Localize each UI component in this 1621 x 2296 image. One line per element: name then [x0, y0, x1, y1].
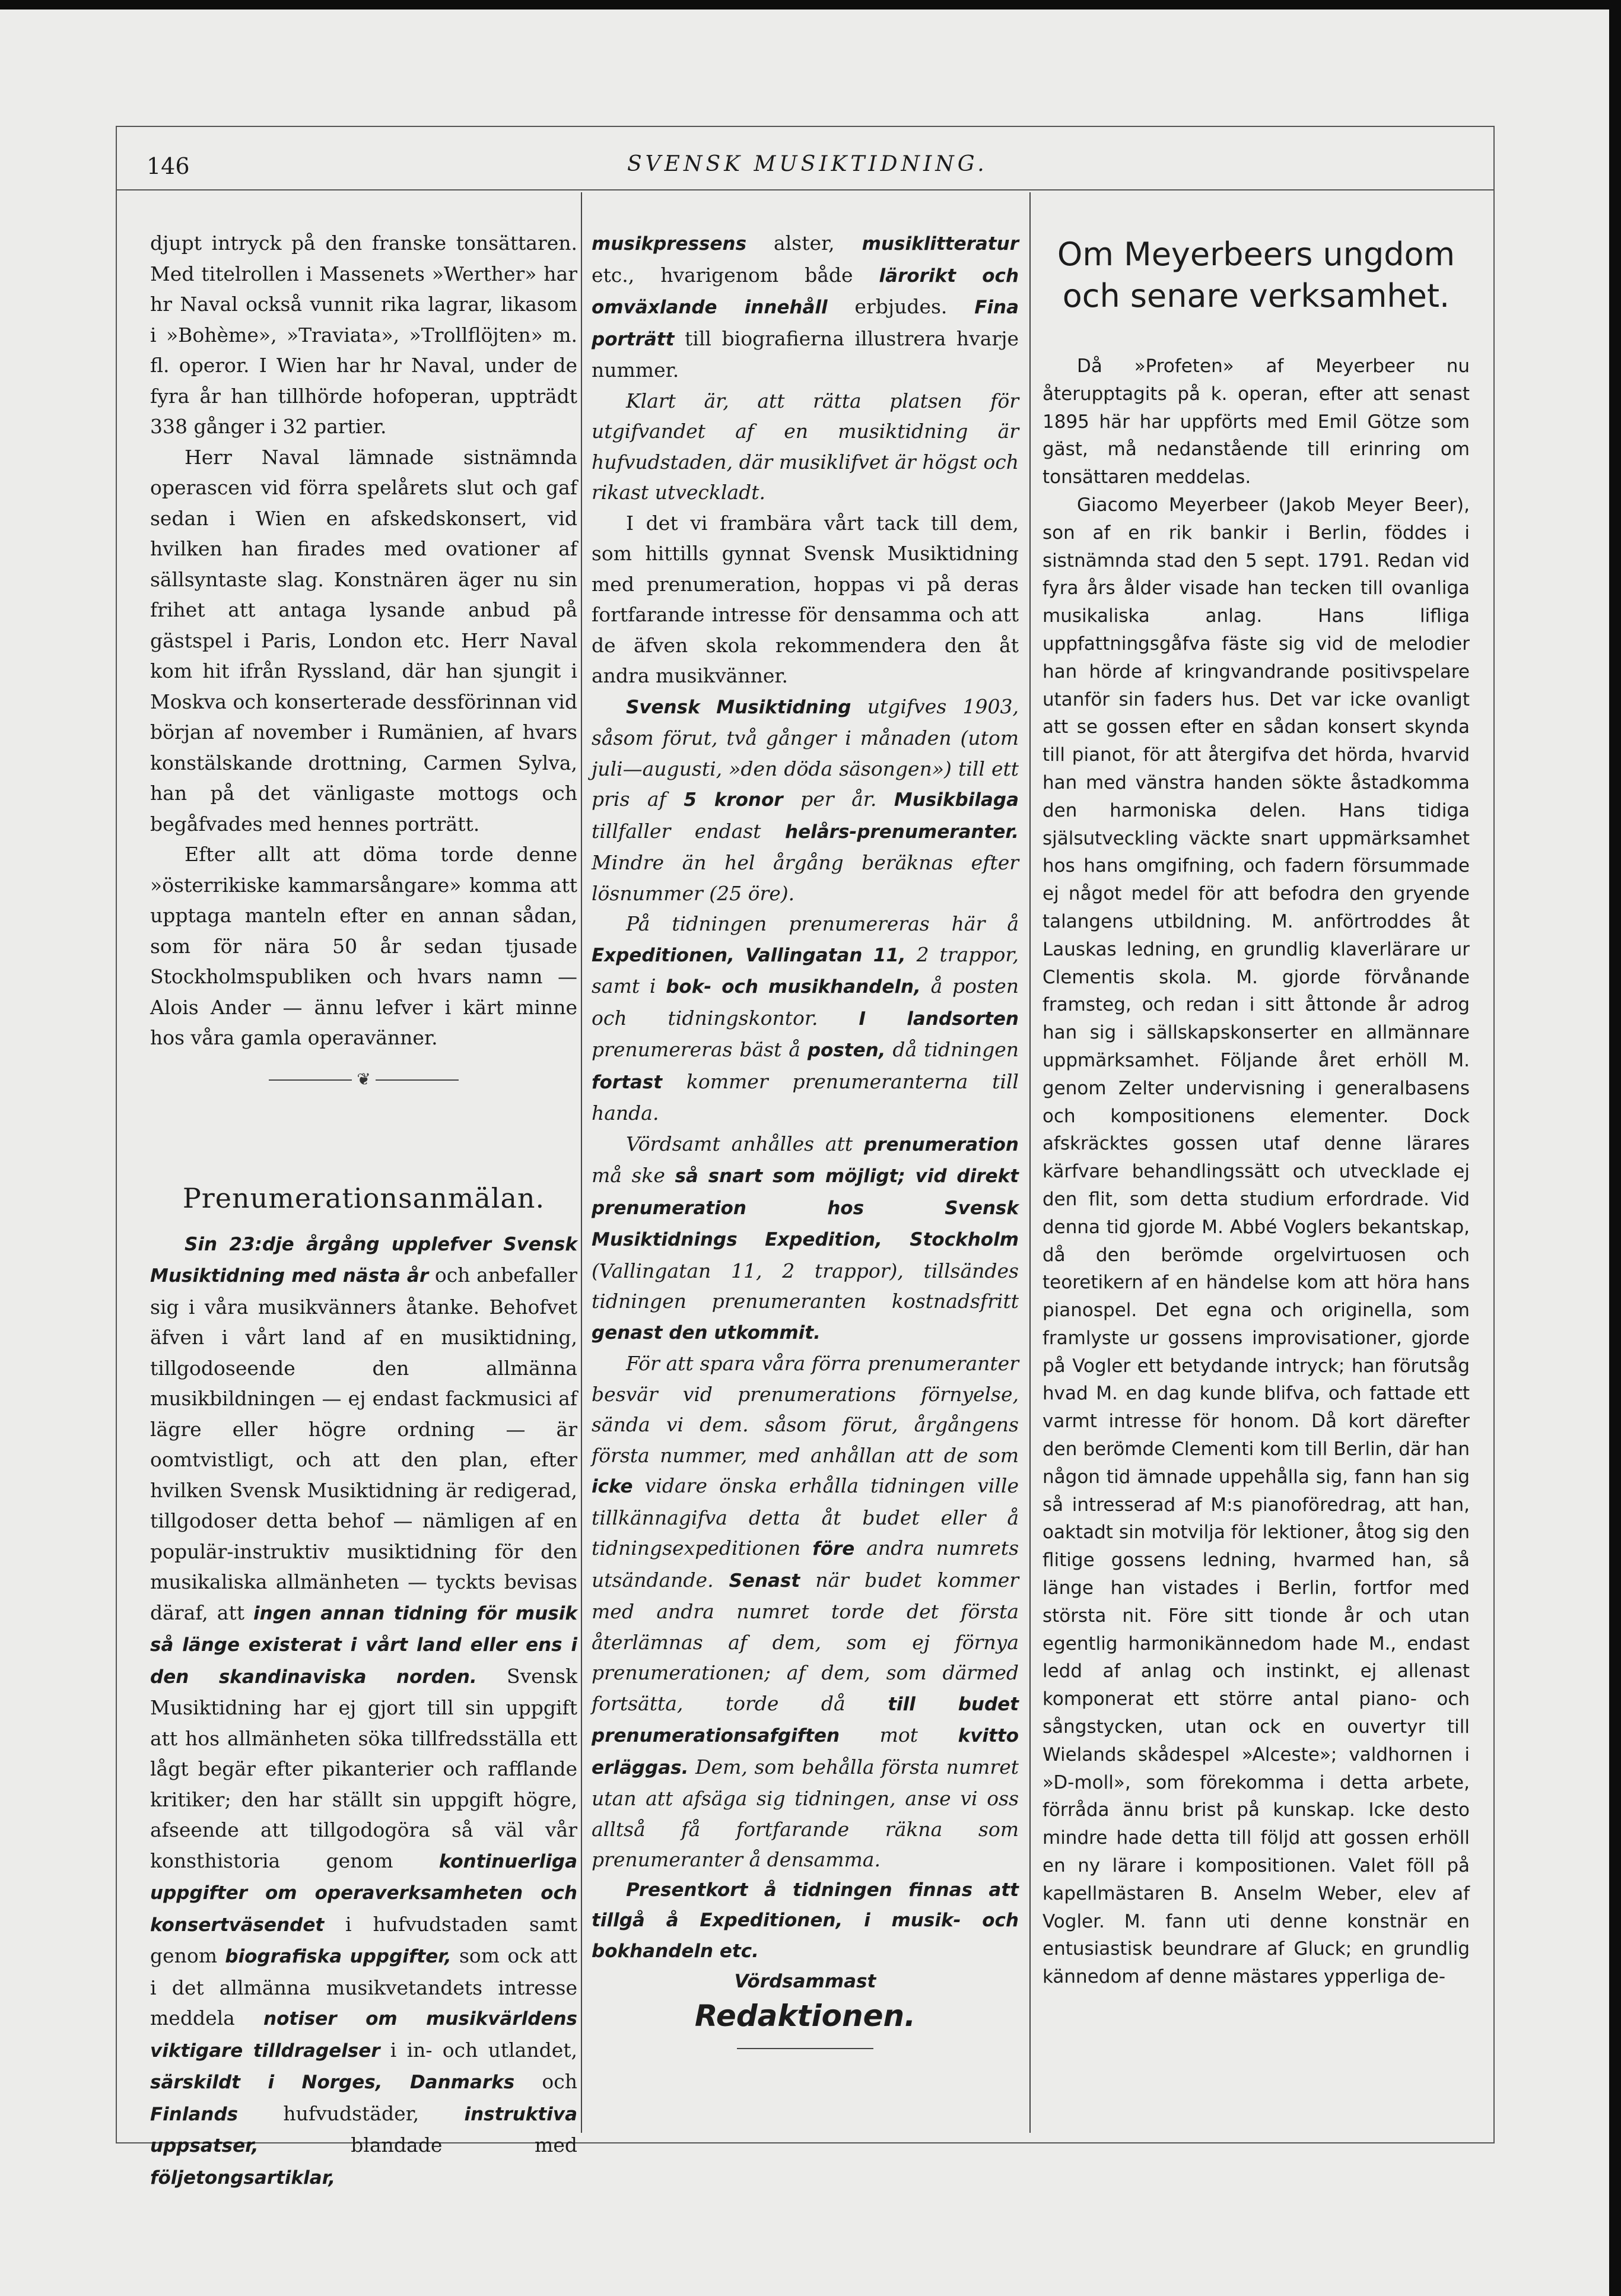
column-rule-2 — [1029, 192, 1031, 2133]
scan-right-edge — [1609, 0, 1621, 2296]
ornament-divider: ❦ — [150, 1064, 577, 1095]
col2-paragraph-2: Klart är, att rätta platsen för utgifvandet af en musiktidning är hufvudstaden, där musiklifvet är högst och rikast utveckladt. — [592, 389, 1019, 504]
scan-top-edge — [0, 0, 1621, 9]
column-rule-1 — [581, 192, 582, 2133]
col1-paragraph-3: Efter allt att döma torde denne »österrikiske kammarsångare» komma att upptaga manteln efter en annan sådan, som för nära 50 år sedan tjusade Stockholmspubliken och hvars namn — Alois Ander — ännu lefver i kärt minne hos våra gamla operavänner. — [150, 843, 577, 1049]
col3-paragraph-1: Då »Profeten» af Meyerbeer nu återupptagits på k. operan, efter att senast 1895 här har uppförts med Emil Götze som gäst, må nedanstående till erinring om tonsättaren meddelas. — [1042, 355, 1470, 488]
col2-paragraph-7: För att spara våra förra prenumeranter besvär vid prenumerations förnyelse, sända vi dem. såsom förut, årgångens första nummer, med anhållan att de som icke vidare önska erhålla tidningen ville tillkännagifva detta åt budet eller å tidningsexpeditionen före andra numrets utsändande. Senast när budet kommer med andra numret torde det första återlämnas af dem, som ej förnya prenumerationen; af dem, som därmed fortsätta, torde då till budet prenumerationsafgiften mot kvitto erläggas. Dem, som behålla första numret utan att afsäga sig tidningen, anse vi oss alltså få fortfarande räkna som prenumeranter å densamma. — [592, 1352, 1019, 1871]
page-number: 146 — [147, 153, 190, 179]
col1-paragraph-2: Herr Naval lämnade sistnämnda operascen vid förra spelårets slut och gaf sedan i Wien en afskedskonsert, vid hvilken han firades med ovationer af sällsyntaste slag. Konstnären äger nu sin frihet att antaga lysande anbud på gästspel i Paris, London etc. Herr Naval kom hit ifrån Ryssland, där han sjungit i Moskva och konserterade dessförinnan vid början af november i Rumänien, af hvars konstälskande drottning, Carmen Sylva, han på det vänligaste mottogs och begåfvades med hennes porträtt. — [150, 445, 577, 836]
col2-paragraph-1: musikpressens alster, musiklitteratur etc., hvarigenom både lärorikt och omväxlande innehåll erbjudes. Fina porträtt till biografierna illustrera hvarje nummer. — [592, 231, 1019, 382]
col2-paragraph-4: Svensk Musiktidning utgifves 1903, såsom förut, två gånger i månaden (utom juli—augusti, »den döda säsongen») till ett pris af 5 kronor per år. Musikbilaga tillfaller endast helårs-prenumeranter. Mindre än hel årgång beräknas efter lösnummer (25 öre). — [592, 694, 1019, 905]
closing-salutation: Vördsammast — [734, 1971, 876, 1992]
subscription-paragraph: Sin 23:dje årgång upplefver Svensk Musiktidning med nästa år och anbefaller sig i våra musikvänners åtanke. Behofvet äfven i vårt land af en musiktidning, tillgodoseende den allmänna musikbildningen — ej endast fackmusici af lägre eller högre ordning — är oomtvistligt, och att den plan, efter hvilken Svensk Musiktidning är redigerad, tillgodoser detta behof — nämligen af en populär-instruktiv musiktidning för den musikaliska allmänheten — tyckts bevisas däraf, att ingen annan tidning för musik så länge existerat i vårt land eller ens i den skandinaviska norden. Svensk Musiktidning har ej gjort till sin uppgift att hos allmänheten söka tillfredsställa ett lågt begär efter pikanterier och rafflande kritiker; den har ställt sin uppgift högre, afseende att tillgodogöra så väl vår konsthistoria genom kontinuerliga uppgifter om operaverksamheten och konsertväsendet i hufvudstaden samt genom biografiska uppgifter, som ock att i det allmänna musikvetandets intresse meddela notiser om musikvärldens viktigare tilldragelser i in- och utlandet, särskildt i Norges, Danmarks och Finlands hufvudstäder, instruktiva uppsatser, blandade med följetongsartiklar, — [150, 1233, 578, 2189]
col2-paragraph-3: I det vi frambära vårt tack till dem, som hittills gynnat Svensk Musiktidning med prenumeration, hoppas vi på deras fortfarande intresse för densamma och att de äfven skola rekommendera den åt andra musikvänner. — [592, 511, 1019, 687]
col2-paragraph-6: Vördsamt anhålles att prenumeration må ske så snart som möjligt; vid direkt prenumeration hos Svensk Musiktidnings Expedition, Stockholm (Vallingatan 11, 2 trappor), tillsändes tidningen prenumeranten kostnadsfritt genast den utkommit. — [592, 1132, 1019, 1344]
section-heading: Prenumerationsanmälan. — [182, 1182, 545, 1214]
column-2 — [592, 228, 1019, 2127]
col1-paragraph-1: djupt intryck på den franske tonsättaren. Med titelrollen i Massenets »Werther» har hr Naval också vunnit rika lagrar, likasom i »Bohème», »Traviata», »Trollflöjten» m. fl. operor. I Wien har hr Naval, under de fyra år han tillhörde hofoperan, uppträdt 338 gånger i 32 partier. — [150, 231, 577, 438]
article-title: Om Meyerbeers ungdom och senare verksamhet. — [1057, 236, 1455, 315]
col2-paragraph-8: Presentkort å tidningen finnas att tillgå å Expeditionen, i musik- och bokhandeln etc. — [592, 1879, 1019, 1962]
column-3 — [1042, 228, 1470, 2127]
column-1 — [150, 228, 578, 2189]
col2-paragraph-5: På tidningen prenumereras här å Expeditionen, Vallingatan 11, 2 trappor, samt i bok- och musikhandeln, å posten och tidningskontor. I landsorten prenumereras bäst å posten, då tidningen fortast kommer prenumeranterna till handa. — [592, 912, 1019, 1125]
running-title: SVENSK MUSIKTIDNING. — [627, 152, 988, 176]
header-rule — [117, 189, 1493, 190]
signature: Redaktionen. — [694, 1998, 916, 2033]
col3-paragraph-2: Giacomo Meyerbeer (Jakob Meyer Beer), son af en rik bankir i Berlin, föddes i sistnämnda stad den 5 sept. 1791. Redan vid fyra års ålder visade han tecken till ovanliga musikaliska anlag. Hans lifliga uppfattningsgåfva fäste sig vid de melodier han hörde af kringvandrande positivspelare utanför sin faders hus. Det var icke ovanligt att se gossen efter en sådan konsert skynda till pianot, för att återgifva det hörda, hvarvid han med vänstra handen sökte åstadkomma den harmoniska delen. Hans tidiga själsutveckling väckte snart uppmärksamhet hos hans omgifning, och fadern försummade ej något medel för att befodra den gryende talangens utbildning. M. anförtroddes åt Lauskas ledning, en grundlig klaverlärare ur Clementis skola. M. gjorde förvånande framsteg, och redan i sitt åttonde år adrog han sig i sällskapskonserter en allmännare uppmärksamhet. Följande året erhöll M. genom Zelter undervisning i generalbasens och kompositionens elementer. Dock afskräcktes gossen utaf denne lärares kärfvare behandlingssätt och utvecklade ej den flit, som detta studium erfordrade. Vid denna tid gjorde M. Abbé Voglers bekantskap, då den berömde orgelvirtuosen och teoretikern af en händelse kom att höra hans pianospel. Det egna och originella, som framlyste ur gossens improvisationer, gjorde på Vogler ett betydande intryck; han förutsåg hvad M. en dag kunde blifva, och fattade ett varmt intresse för honom. Då kort därefter den berömde Clementi kom till Berlin, där han någon tid ämnade uppehålla sig, fann han sig så intresserad af M:s pianoföredrag, att han, oaktadt sin motvilja för lektioner, åtog sig den flitige gossens ledning, hvarmed han, så länge han vistades i Berlin, fortfor med största nit. Före sitt tionde år och utan egentlig harmonikännedom hade M., endast ledd af anlag och instinkt, ej allenast komponerat ett större antal piano- och sångstycken, utan ock en ouvertyr till Wielands skådespel »Alceste»; valdhornen i »D-moll», som förekomma i detta arbete, förråda ännu brist på kunskap. Icke desto mindre hade detta till följd att gossen erhöll en ny lärare i kompositionen. Valet föll på kapellmästaren B. Anselm Weber, elev af Vogler. M. fann uti denne konstnär en entusiastisk beundrare af Gluck; en grundlig kännedom af denne mästares ypperliga de- — [1042, 494, 1470, 1988]
newspaper-page — [116, 126, 1495, 2189]
end-rule — [737, 2048, 873, 2049]
